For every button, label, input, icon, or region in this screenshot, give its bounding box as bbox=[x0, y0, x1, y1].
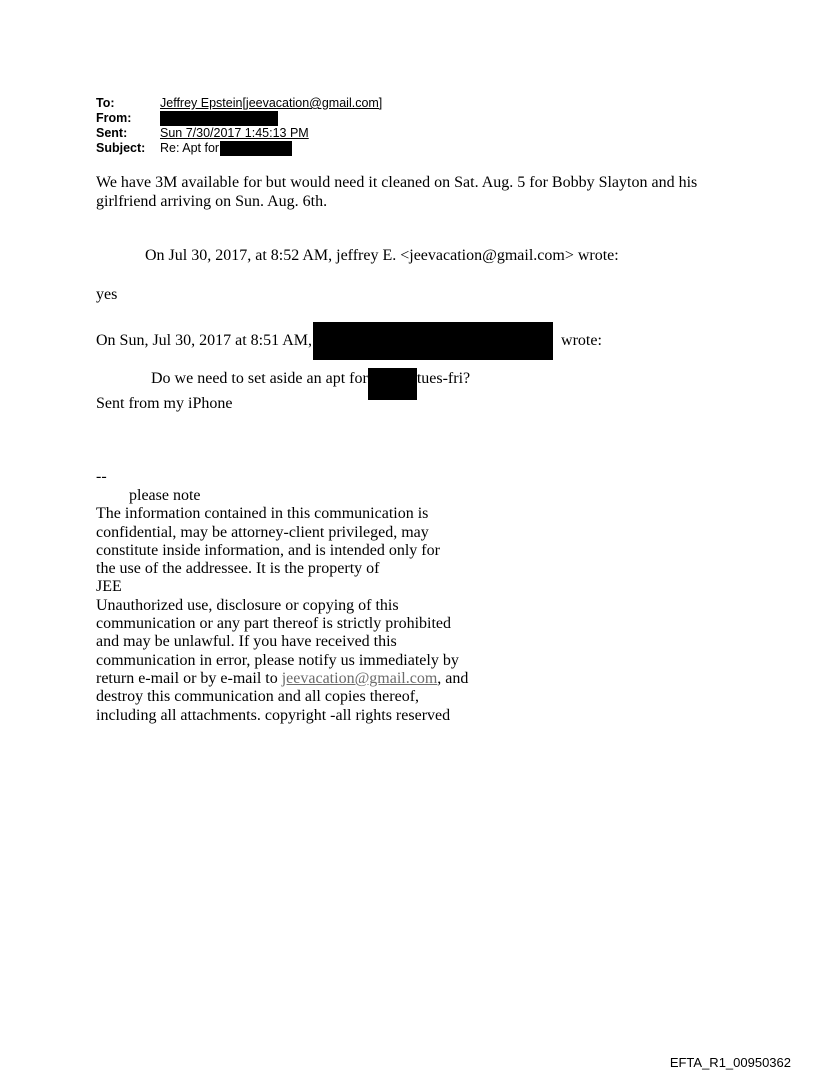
email-link[interactable]: jeevacation@gmail.com bbox=[281, 669, 438, 687]
subject-label: Subject: bbox=[96, 141, 146, 155]
disclaimer-return-line bbox=[96, 670, 468, 688]
disclaimer-line: including all attachments. copyright -all rights reserved bbox=[96, 706, 451, 724]
question-prefix: Do we need to set aside an apt for bbox=[151, 369, 368, 387]
disclaimer-line: communication or any part thereof is strictly prohibited bbox=[96, 615, 452, 633]
disclaimer-line: Unauthorized use, disclosure or copying of this bbox=[96, 596, 399, 614]
subject-row bbox=[96, 141, 382, 156]
disclaimer-line: and may be unlawful. If you have received this bbox=[96, 633, 397, 651]
from-row bbox=[96, 111, 382, 126]
reply-text: yes bbox=[96, 286, 118, 303]
return-prefix: return e-mail or by e-mail to bbox=[96, 669, 278, 687]
disclaimer-line: communication in error, please notify us immediately by bbox=[96, 651, 459, 669]
disclaimer bbox=[96, 487, 468, 725]
question-suffix: tues-fri? bbox=[416, 369, 471, 387]
quote-intro: On Jul 30, 2017, at 8:52 AM, jeffrey E. <jeevacation@gmail.com> wrote: bbox=[145, 247, 619, 264]
signature: Sent from my iPhone bbox=[96, 395, 233, 412]
to-row bbox=[96, 96, 382, 111]
from-redaction bbox=[160, 111, 278, 126]
question-line bbox=[151, 358, 470, 400]
quoted-header-suffix: wrote: bbox=[561, 331, 602, 349]
disclaimer-line: constitute inside information, and is intended only for bbox=[96, 541, 440, 559]
to-value: Jeffrey Epstein[jeevacation@gmail.com] bbox=[160, 96, 383, 110]
from-label: From: bbox=[96, 111, 132, 125]
message-body: We have 3M available for but would need it cleaned on Sat. Aug. 5 for Bobby Slayton and his girlfriend arriving on Sun. Aug. 6th. bbox=[96, 174, 698, 210]
disclaimer-line: confidential, may be attorney-client privileged, may bbox=[96, 523, 429, 541]
question-redaction bbox=[368, 368, 417, 400]
sent-label: Sent: bbox=[96, 126, 128, 140]
quoted-sender-redaction bbox=[313, 322, 553, 360]
sent-row bbox=[96, 126, 382, 141]
document-id: EFTA_R1_00950362 bbox=[669, 1055, 791, 1070]
disclaimer-line: the use of the addressee. It is the property of bbox=[96, 560, 380, 578]
to-label: To: bbox=[96, 96, 115, 110]
quoted-header-line bbox=[96, 322, 602, 360]
disclaimer-line: please note bbox=[129, 487, 201, 504]
subject-redaction bbox=[220, 141, 292, 156]
disclaimer-line: destroy this communication and all copies thereof, bbox=[96, 688, 420, 706]
disclaimer-line: The information contained in this communication is bbox=[96, 505, 429, 523]
disclaimer-line: JEE bbox=[96, 578, 122, 596]
quoted-header-prefix: On Sun, Jul 30, 2017 at 8:51 AM, bbox=[96, 331, 313, 349]
sent-value: Sun 7/30/2017 1:45:13 PM bbox=[160, 126, 309, 140]
signature-separator: -- bbox=[96, 468, 107, 485]
subject-value: Re: Apt for bbox=[160, 141, 220, 155]
return-suffix: , and bbox=[437, 669, 469, 687]
email-header bbox=[96, 96, 382, 156]
